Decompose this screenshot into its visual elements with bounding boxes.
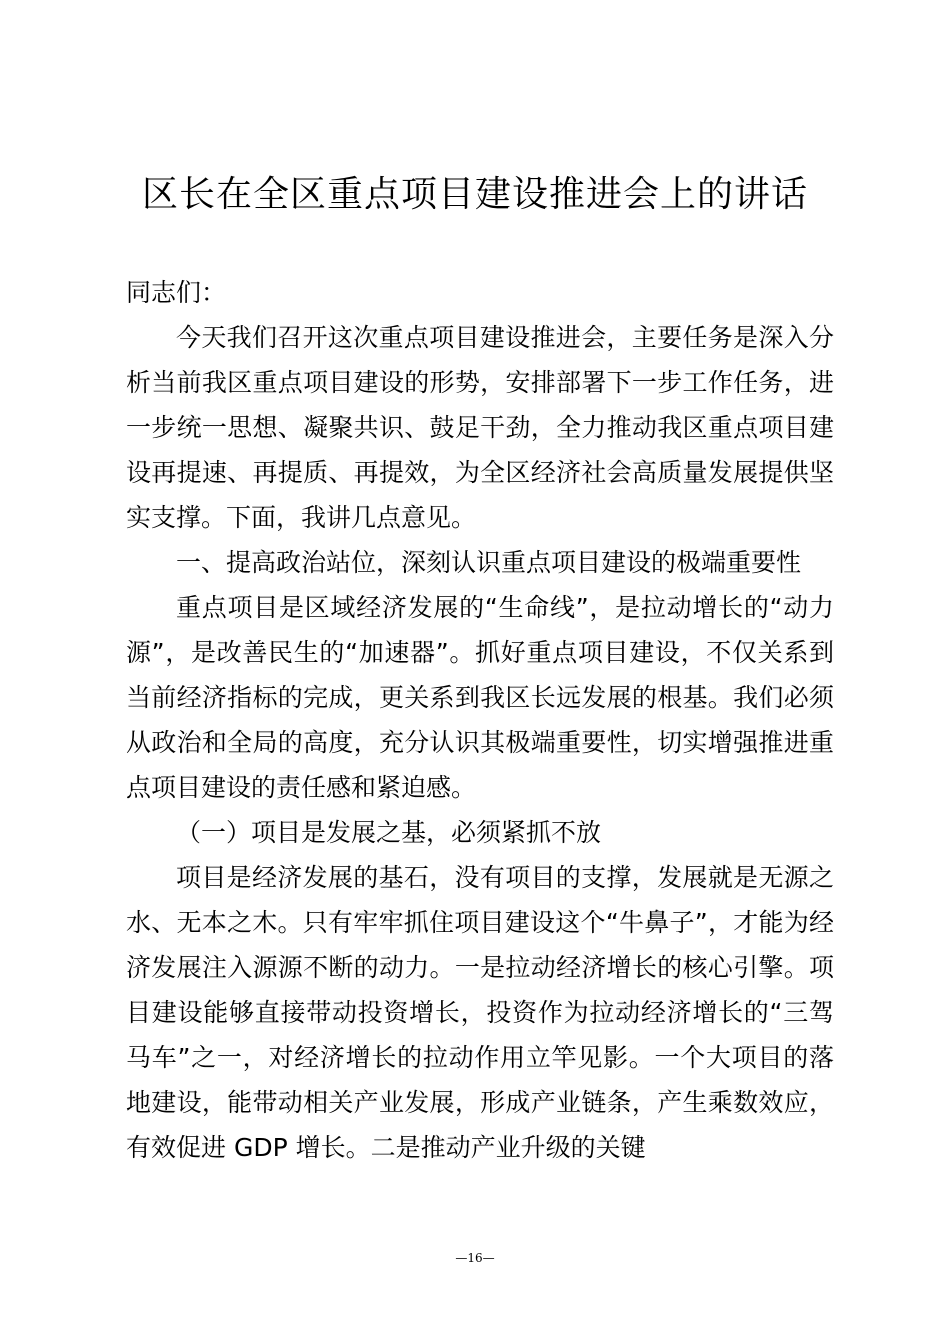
subsection-1-paragraph: 项目是经济发展的基石，没有项目的支撑，发展就是无源之水、无本之木。只有牢牢抓住项目建设这个“牛鼻子”，才能为经济发展注入源源不断的动力。一是拉动经济增长的核心引擎。项目建设能够直接带动投资增长，投资作为拉动经济增长的“三驾马车”之一，对经济增长的拉动作用立竿见影。一个大项目的落地建设，能带动相关产业发展，形成产业链条，产生乘数效应，有效促进 GDP 增长。二是推动产业升级的关键 [126, 863, 834, 1162]
section-heading-1: 一、提高政治站位，深刻认识重点项目建设的极端重要性 [176, 548, 802, 577]
section-1-intro-paragraph: 重点项目是区域经济发展的“生命线”，是拉动增长的“动力源”，是改善民生的“加速器”。抓好重点项目建设，不仅关系到当前经济指标的完成，更关系到我区长远发展的根基。我们必须从政治和全局的高度，充分认识其极端重要性，切实增强推进重点项目建设的责任感和紧迫感。 [126, 593, 834, 802]
salutation: 同志们： [126, 278, 227, 307]
opening-paragraph: 今天我们召开这次重点项目建设推进会，主要任务是深入分析当前我区重点项目建设的形势，安排部署下一步工作任务，进一步统一思想、凝聚共识、鼓足干劲，全力推动我区重点项目建设再提速、再提质、再提效，为全区经济社会高质量发展提供坚实支撑。下面，我讲几点意见。 [126, 323, 834, 532]
document-title: 区长在全区重点项目建设推进会上的讲话 [141, 174, 808, 215]
page-number: —16— [455, 1251, 495, 1265]
subsection-heading-1: （一）项目是发展之基，必须紧抓不放 [176, 818, 602, 847]
document-body [126, 270, 834, 1170]
